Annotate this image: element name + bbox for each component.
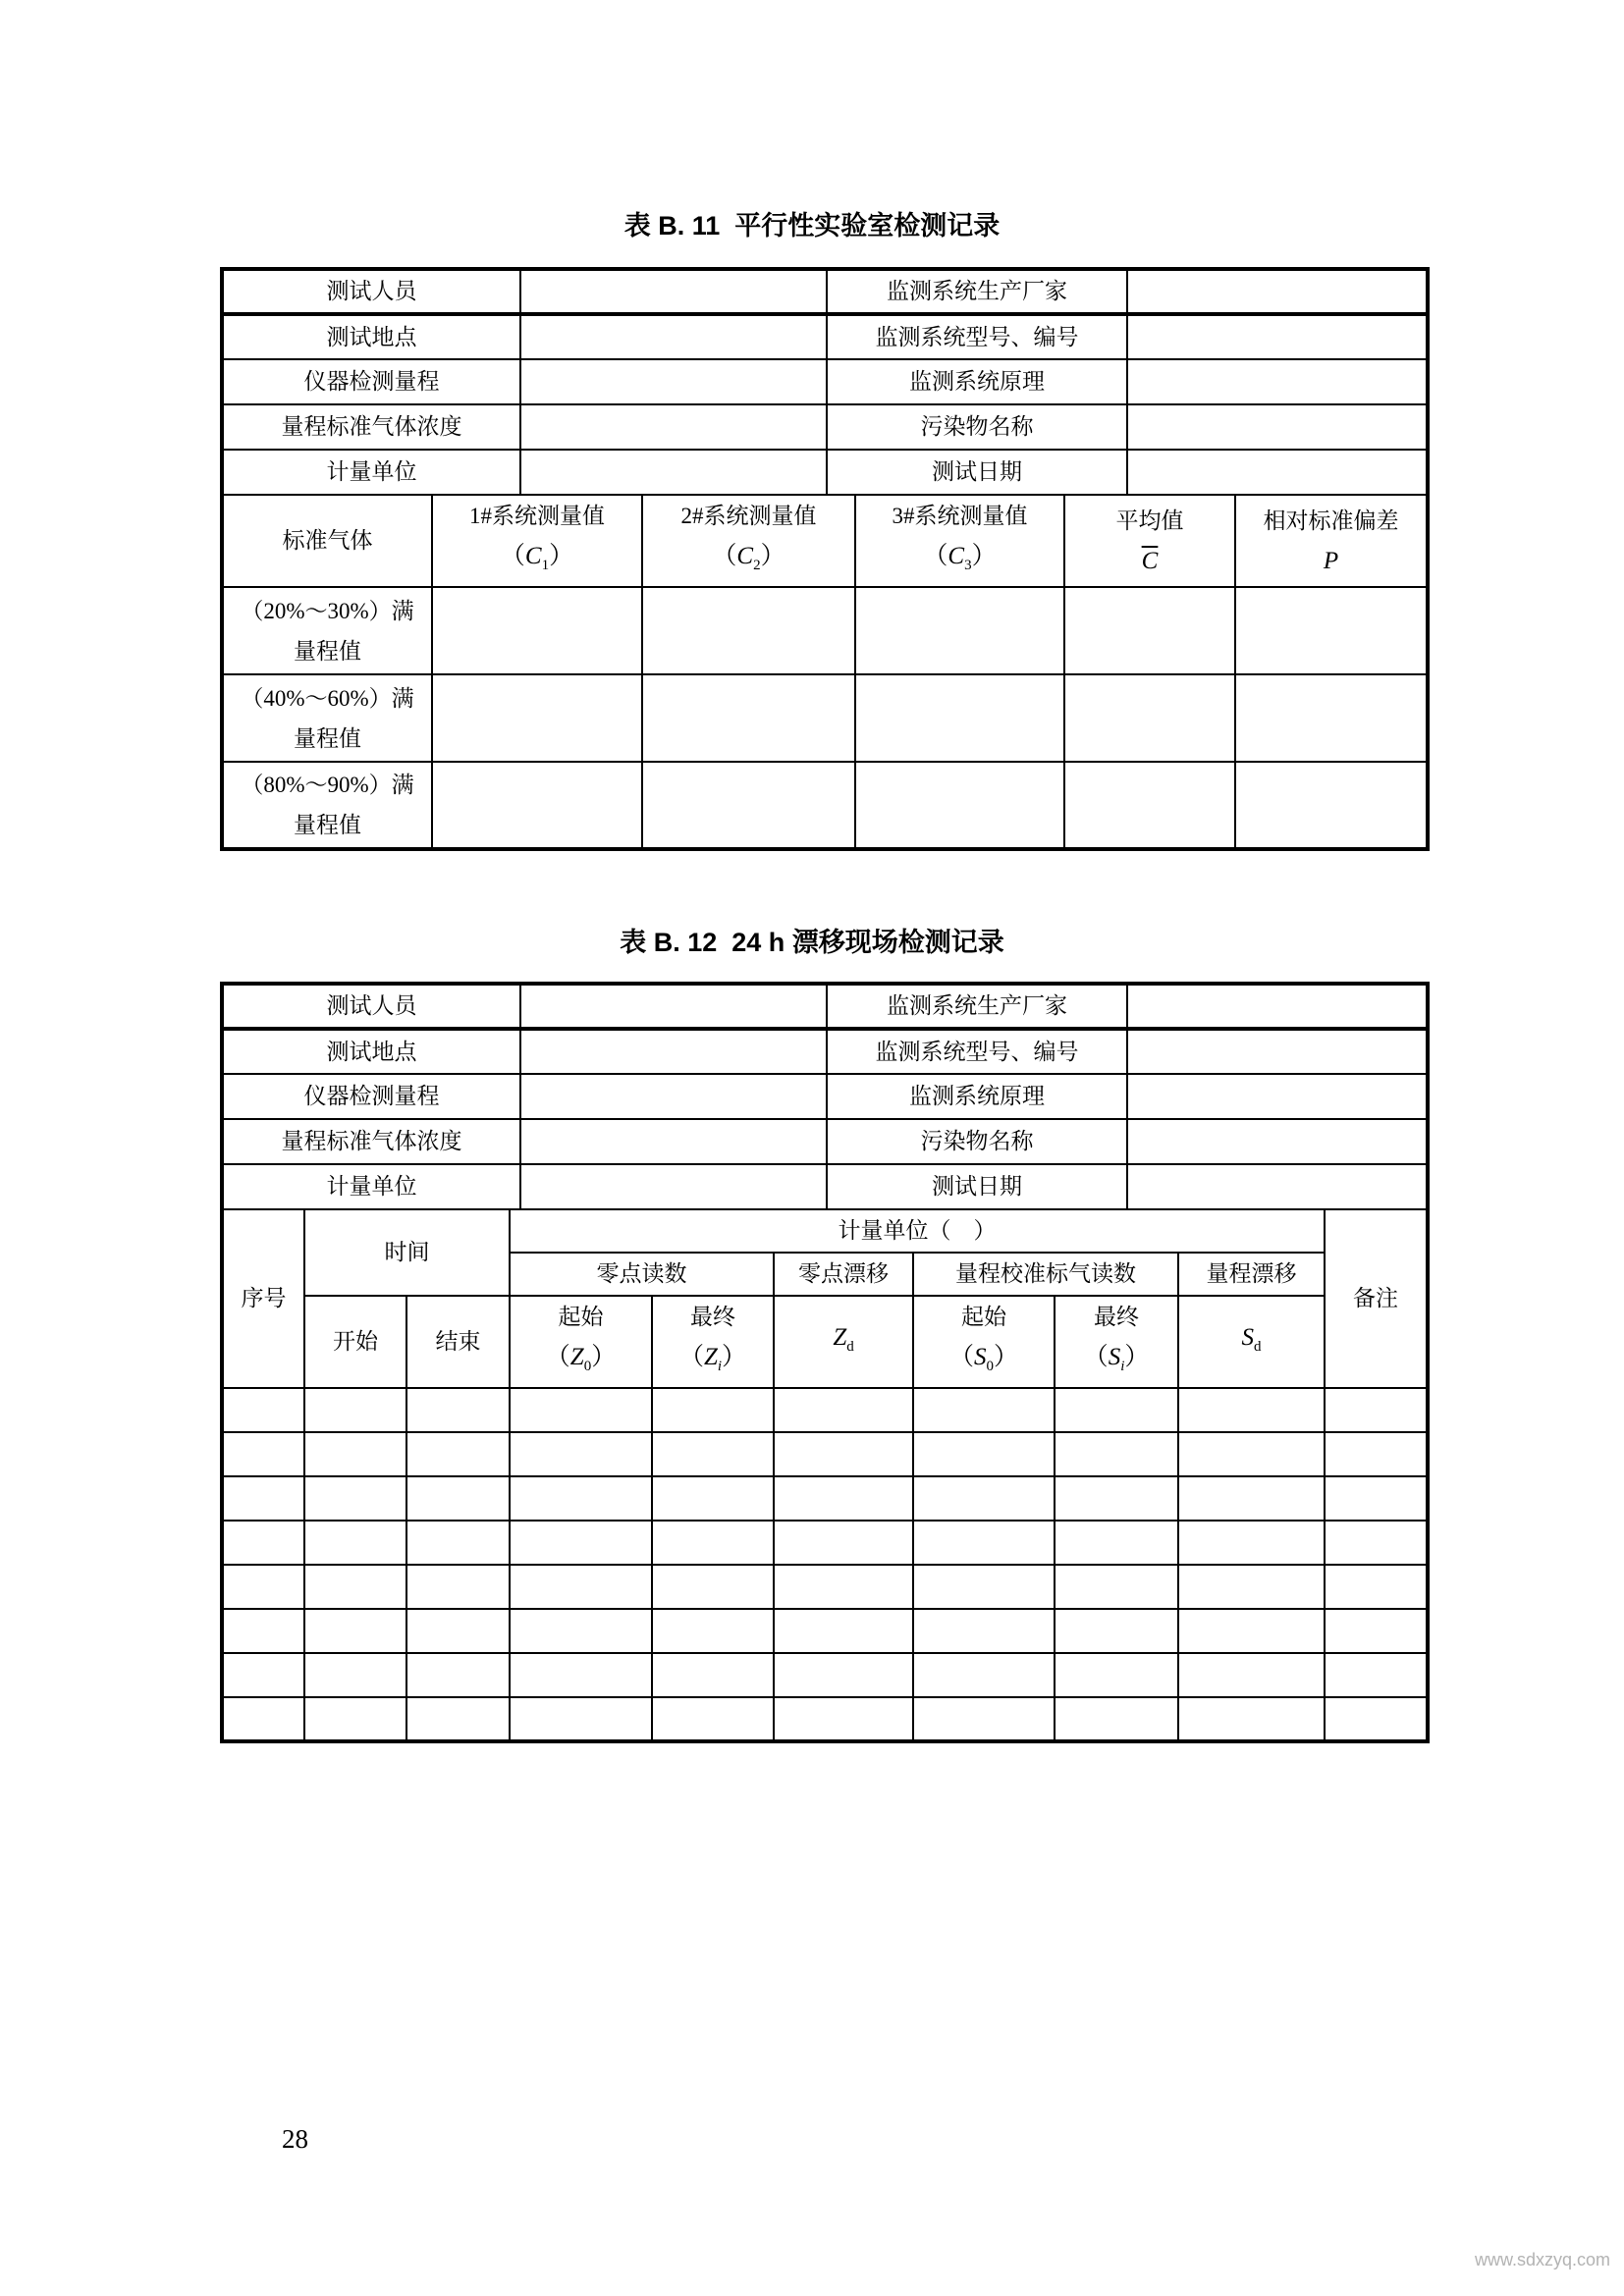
empty-cell [1325,1521,1428,1565]
col-header-start-time: 开始 [304,1296,406,1388]
body-row [222,1432,1428,1476]
column-header-row [222,495,1428,587]
info-label: 仪器检测量程 [222,359,520,404]
col-header-zero-drift: 零点漂移 [774,1253,913,1296]
col-header-line1: 2#系统测量值 [680,504,817,528]
info-value [520,269,827,314]
info-value [520,1074,827,1119]
info-row [222,1119,1428,1164]
info-value [520,1029,827,1074]
col-header-line1: 平均值 [1115,508,1184,533]
empty-cell [652,1565,774,1609]
symbol-sd: $S_d$ [1241,1323,1262,1355]
empty-cell [406,1565,510,1609]
info-value [520,984,827,1029]
empty-cell [222,1388,304,1432]
info-label: 监测系统原理 [827,1074,1127,1119]
empty-cell [222,1653,304,1697]
info-row [222,450,1428,495]
col-header-line1: 1#系统测量值 [469,504,605,528]
empty-cell [1325,1432,1428,1476]
empty-cell [1064,587,1235,674]
empty-cell [1055,1697,1178,1741]
empty-cell [774,1388,913,1432]
info-label: 计量单位 [222,1164,520,1209]
empty-cell [913,1476,1055,1521]
col-header-zi: 最终 $(Z_i)$ [652,1296,774,1388]
info-label: 测试地点 [222,314,520,359]
empty-cell [510,1697,652,1741]
empty-cell [913,1697,1055,1741]
empty-cell [406,1388,510,1432]
empty-cell [304,1653,406,1697]
empty-cell [304,1521,406,1565]
empty-cell [913,1565,1055,1609]
body-row [222,1653,1428,1697]
empty-cell [642,762,855,849]
info-value [1127,450,1428,495]
empty-cell [652,1388,774,1432]
empty-cell [642,587,855,674]
empty-cell [222,1521,304,1565]
info-value [1127,359,1428,404]
symbol-c1: $(C_1)$ [500,543,574,573]
empty-cell [432,762,642,849]
info-value [520,404,827,450]
symbol-c3: $(C_3)$ [923,543,997,573]
empty-cell [222,1476,304,1521]
empty-cell [1055,1609,1178,1653]
info-label: 污染物名称 [827,404,1127,450]
info-value [1127,1164,1428,1209]
info-value [1127,314,1428,359]
col-header-line1: 相对标准偏差 [1263,508,1399,533]
empty-cell [222,1432,304,1476]
info-row [222,1074,1428,1119]
empty-cell [1055,1476,1178,1521]
empty-cell [913,1653,1055,1697]
row-label: （40%～60%）满 量程值 [222,674,432,762]
info-label: 仪器检测量程 [222,1074,520,1119]
empty-cell [1064,762,1235,849]
empty-cell [304,1388,406,1432]
empty-cell [1178,1697,1325,1741]
empty-cell [510,1653,652,1697]
data-row [222,587,1428,674]
col-header-seq: 序号 [222,1209,304,1388]
table-b12-title: 表 B. 12 24 h 漂移现场检测记录 [620,928,1004,957]
empty-cell [652,1432,774,1476]
info-value [1127,1029,1428,1074]
empty-cell [406,1653,510,1697]
symbol-si: $(S_i)$ [1083,1344,1150,1374]
info-label: 测试人员 [222,984,520,1029]
empty-cell [406,1476,510,1521]
col-header-mean [1064,495,1235,587]
empty-cell [774,1653,913,1697]
table-b11-title: 表 B. 11 平行性实验室检测记录 [623,211,1001,240]
info-value [1127,269,1428,314]
empty-cell [304,1565,406,1609]
empty-cell [304,1609,406,1653]
info-row [222,314,1428,359]
empty-cell [1178,1521,1325,1565]
body-row [222,1388,1428,1432]
empty-cell [510,1432,652,1476]
info-label: 监测系统型号、编号 [827,1029,1127,1074]
info-row [222,1029,1428,1074]
empty-cell [1235,762,1428,849]
empty-cell [1235,674,1428,762]
symbol-s0: $(S_0)$ [949,1344,1019,1374]
empty-cell [1178,1388,1325,1432]
row-label: （20%～30%）满 量程值 [222,587,432,674]
body-row [222,1521,1428,1565]
empty-cell [1055,1521,1178,1565]
table-b12 [220,982,1430,1743]
info-label: 测试日期 [827,1164,1127,1209]
empty-cell [432,674,642,762]
empty-cell [406,1432,510,1476]
empty-cell [1178,1609,1325,1653]
empty-cell [1325,1653,1428,1697]
empty-cell [222,1609,304,1653]
empty-cell [652,1476,774,1521]
info-value [1127,1074,1428,1119]
watermark: www.sdxzyq.com [1474,2250,1610,2269]
empty-cell [1325,1565,1428,1609]
empty-cell [1178,1432,1325,1476]
info-label: 计量单位 [222,450,520,495]
symbol-zd: $Z_d$ [833,1323,854,1355]
col-header-line1: 3#系统测量值 [892,504,1028,528]
empty-cell [913,1609,1055,1653]
info-label: 污染物名称 [827,1119,1127,1164]
info-label: 监测系统生产厂家 [827,984,1127,1029]
empty-cell [406,1609,510,1653]
col-header-si: 最终 $(S_i)$ [1055,1296,1178,1388]
empty-cell [406,1697,510,1741]
col-header-span-drift: 量程漂移 [1178,1253,1325,1296]
page-number: 28 [282,2124,308,2154]
empty-cell [642,674,855,762]
col-header-zd [774,1296,913,1388]
info-label: 监测系统原理 [827,359,1127,404]
empty-cell [1325,1476,1428,1521]
info-row [222,269,1428,314]
empty-cell [1235,587,1428,674]
info-value [520,314,827,359]
symbol-c-bar: $\overline{C}$ [1141,548,1159,574]
empty-cell [1178,1476,1325,1521]
col-header-unit: 计量单位（ ） [510,1209,1325,1253]
table-b11 [220,267,1430,851]
empty-cell [510,1565,652,1609]
col-header-system2 [642,495,855,587]
empty-cell [406,1521,510,1565]
empty-cell [652,1521,774,1565]
info-value [520,359,827,404]
empty-cell [652,1609,774,1653]
info-value [520,1164,827,1209]
symbol-z0: $(Z_0)$ [545,1344,617,1374]
info-value [520,1119,827,1164]
empty-cell [1055,1565,1178,1609]
body-row [222,1609,1428,1653]
info-row [222,984,1428,1029]
body-row [222,1476,1428,1521]
empty-cell [774,1476,913,1521]
empty-cell [1325,1388,1428,1432]
col-header-rsd [1235,495,1428,587]
body-row [222,1697,1428,1741]
col-header-end-time: 结束 [406,1296,510,1388]
info-row [222,359,1428,404]
info-row [222,404,1428,450]
data-row [222,674,1428,762]
empty-cell [652,1653,774,1697]
empty-cell [222,1565,304,1609]
empty-cell [1055,1388,1178,1432]
col-header-sd [1178,1296,1325,1388]
empty-cell [1055,1653,1178,1697]
empty-cell [774,1432,913,1476]
empty-cell [510,1609,652,1653]
symbol-p: P [1323,548,1339,574]
empty-cell [652,1697,774,1741]
body-row [222,1565,1428,1609]
info-label: 量程标准气体浓度 [222,1119,520,1164]
empty-cell [222,1697,304,1741]
empty-cell [913,1432,1055,1476]
empty-cell [774,1565,913,1609]
data-row [222,762,1428,849]
empty-cell [855,674,1064,762]
header-row-3 [222,1296,1428,1388]
empty-cell [774,1697,913,1741]
info-label: 监测系统生产厂家 [827,269,1127,314]
empty-cell [913,1521,1055,1565]
col-header-time: 时间 [304,1209,510,1296]
empty-cell [510,1388,652,1432]
empty-cell [304,1432,406,1476]
empty-cell [774,1609,913,1653]
empty-cell [855,587,1064,674]
info-label: 监测系统型号、编号 [827,314,1127,359]
symbol-zi: $(Z_i)$ [678,1344,747,1374]
info-label: 测试日期 [827,450,1127,495]
col-header-z0: 起始 $(Z_0)$ [510,1296,652,1388]
empty-cell [1178,1653,1325,1697]
col-header-system1 [432,495,642,587]
empty-cell [304,1476,406,1521]
info-row [222,1164,1428,1209]
info-label: 量程标准气体浓度 [222,404,520,450]
empty-cell [855,762,1064,849]
info-label: 测试地点 [222,1029,520,1074]
col-header-s0: 起始 $(S_0)$ [913,1296,1055,1388]
empty-cell [510,1476,652,1521]
col-header-zero-reading: 零点读数 [510,1253,774,1296]
row-label: （80%～90%）满 量程值 [222,762,432,849]
empty-cell [1064,674,1235,762]
header-row-1 [222,1209,1428,1253]
empty-cell [510,1521,652,1565]
empty-cell [1325,1609,1428,1653]
info-value [520,450,827,495]
col-header-remark: 备注 [1325,1209,1428,1388]
empty-cell [774,1521,913,1565]
col-header-standard-gas: 标准气体 [222,495,432,587]
info-value [1127,984,1428,1029]
info-value [1127,404,1428,450]
empty-cell [913,1388,1055,1432]
info-label: 测试人员 [222,269,520,314]
col-header-span-reading: 量程校准标气读数 [913,1253,1178,1296]
symbol-c2: $(C_2)$ [712,543,785,573]
empty-cell [1178,1565,1325,1609]
empty-cell [304,1697,406,1741]
col-header-system3 [855,495,1064,587]
empty-cell [1055,1432,1178,1476]
empty-cell [432,587,642,674]
info-value [1127,1119,1428,1164]
empty-cell [1325,1697,1428,1741]
